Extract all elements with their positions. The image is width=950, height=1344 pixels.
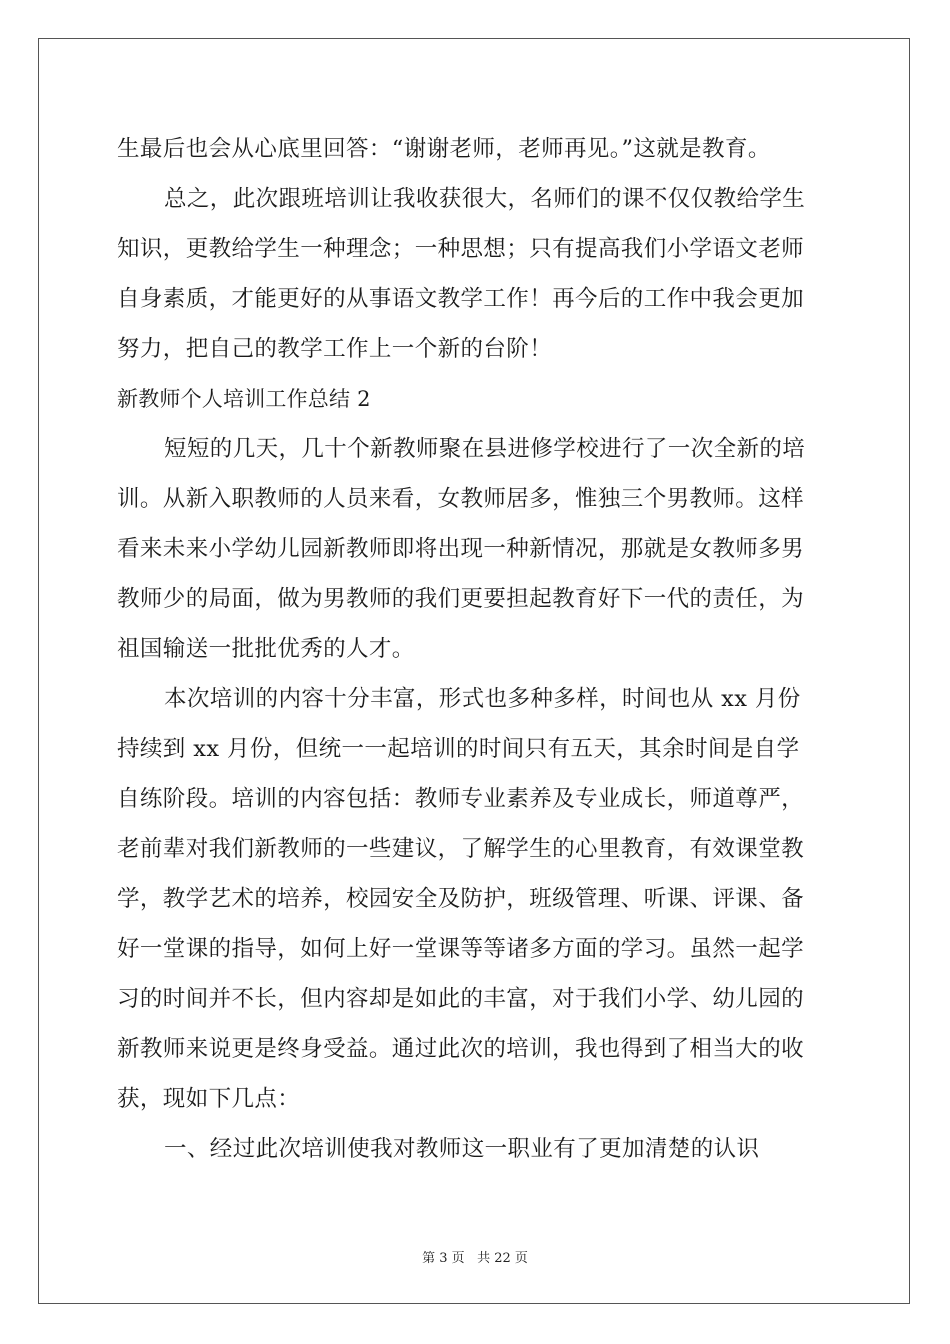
page-number: 第 3 页 — [422, 1251, 465, 1266]
text-line: 知识，更教给学生一种理念；一种思想；只有提高我们小学语文老师 — [117, 236, 805, 262]
text-line: 获，现如下几点： — [117, 1086, 301, 1112]
text-line: 习的时间并不长，但内容却是如此的丰富，对于我们小学、幼儿园的 — [117, 986, 805, 1012]
text-line: 祖国输送一批批优秀的人才。 — [117, 636, 415, 662]
section-heading: 新教师个人培训工作总结 2 — [117, 387, 371, 411]
text-line: 老前辈对我们新教师的一些建议，了解学生的心里教育，有效课堂教 — [117, 836, 805, 862]
paragraph-start-line: 短短的几天，几十个新教师聚在县进修学校进行了一次全新的培 — [164, 436, 806, 462]
text-line: 生最后也会从心底里回答：“谢谢老师，老师再见。”这就是教育。 — [117, 136, 771, 162]
text-line: 自练阶段。培训的内容包括：教师专业素养及专业成长，师道尊严， — [117, 786, 805, 812]
text-line: 持续到 xx 月份，但统一一起培训的时间只有五天，其余时间是自学 — [117, 736, 800, 762]
text-line: 训。从新入职教师的人员来看，女教师居多，惟独三个男教师。这样 — [117, 486, 805, 512]
text-line: 努力，把自己的教学工作上一个新的台阶！ — [117, 336, 553, 362]
page-footer — [0, 1247, 950, 1266]
page-total: 共 22 页 — [477, 1251, 528, 1266]
text-line: 自身素质，才能更好的从事语文教学工作！再今后的工作中我会更加 — [117, 286, 805, 312]
text-line: 看来未来小学幼儿园新教师即将出现一种新情况，那就是女教师多男 — [117, 536, 805, 562]
text-line: 学，教学艺术的培养，校园安全及防护，班级管理、听课、评课、备 — [117, 886, 805, 912]
text-line: 新教师来说更是终身受益。通过此次的培训，我也得到了相当大的收 — [117, 1036, 805, 1062]
paragraph-start-line: 总之，此次跟班培训让我收获很大，名师们的课不仅仅教给学生 — [164, 186, 806, 212]
document-body — [117, 124, 833, 1174]
text-line: 好一堂课的指导，如何上好一堂课等等诸多方面的学习。虽然一起学 — [117, 936, 805, 962]
text-line: 教师少的局面，做为男教师的我们更要担起教育好下一代的责任，为 — [117, 586, 805, 612]
paragraph-start-line: 一、经过此次培训使我对教师这一职业有了更加清楚的认识 — [164, 1136, 760, 1162]
paragraph-start-line: 本次培训的内容十分丰富，形式也多种多样，时间也从 xx 月份 — [164, 686, 801, 712]
